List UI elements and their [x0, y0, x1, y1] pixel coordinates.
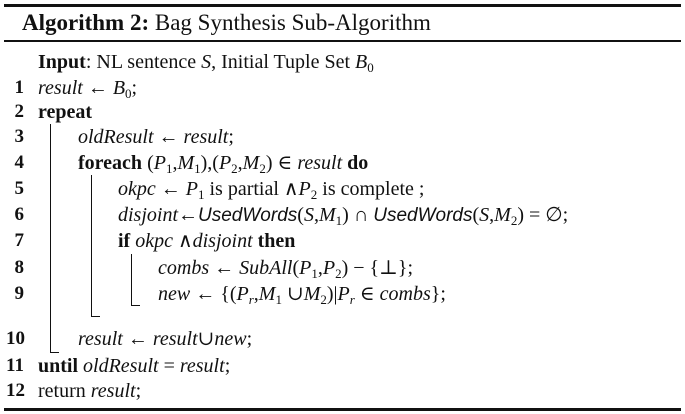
- l5-arrow: ←: [155, 178, 186, 200]
- l6-a2: (: [472, 204, 480, 226]
- l12-end: ;: [135, 380, 142, 402]
- code-line-8: [158, 256, 413, 280]
- l4-b: ),(: [200, 152, 219, 174]
- line-number: 12: [6, 380, 25, 401]
- l9-var: new: [158, 283, 191, 305]
- code-line-4: [78, 151, 368, 175]
- repeat-scope-line: [50, 124, 51, 352]
- l9-arrow: ← {(: [190, 283, 237, 305]
- l5-text1: is partial ∧: [204, 178, 299, 200]
- l6-m1: M: [318, 204, 336, 226]
- l9-pr2: P: [337, 283, 350, 305]
- code-line-9: [158, 282, 446, 306]
- input-keyword: Input: [38, 51, 86, 73]
- l6-arrow: ←: [178, 204, 199, 226]
- l12-var: result: [85, 380, 136, 402]
- l5-text2: is complete ;: [317, 178, 425, 200]
- l9-m2-sub: 2: [320, 292, 327, 307]
- l11-result: result: [179, 355, 225, 377]
- l3-var: oldResult: [78, 126, 154, 148]
- code-line-7: [118, 229, 295, 253]
- l8-fn: SubAll: [239, 257, 293, 279]
- algorithm-label: Algorithm 2:: [22, 10, 150, 35]
- caption-rule: [4, 40, 681, 42]
- l11-until: until: [38, 355, 79, 377]
- l3-arrow: ←: [153, 126, 184, 148]
- code-line-12: [38, 379, 141, 403]
- l7-if: if: [118, 230, 131, 252]
- input-line: [38, 50, 374, 74]
- l4-a: (: [142, 152, 154, 174]
- code-line-5: [118, 177, 424, 201]
- l4-m2-sub: 2: [259, 161, 266, 176]
- l8-b: ) − {⊥};: [341, 257, 414, 279]
- l1-var: result: [38, 77, 83, 99]
- l1-b: B: [112, 77, 126, 99]
- code-line-2: repeat: [38, 101, 93, 123]
- top-rule: [4, 4, 681, 7]
- l4-keyword: foreach: [78, 152, 143, 174]
- l8-p2-sub: 2: [335, 266, 342, 281]
- code-line-11: [38, 354, 230, 378]
- repeat-scope-tick: [50, 352, 59, 353]
- l5-p2: P: [298, 178, 311, 200]
- l4-result: result: [297, 152, 343, 174]
- algorithm-caption: [22, 8, 431, 38]
- l9-pr-sub: r: [248, 292, 254, 307]
- l5-p1-sub: 1: [197, 187, 205, 202]
- l10-arrow: ←: [122, 328, 153, 350]
- l1-sub: 0: [125, 86, 132, 101]
- if-scope-tick: [131, 305, 140, 306]
- line-number: 6: [14, 204, 24, 225]
- l6-b2: ) = ∅;: [517, 204, 569, 226]
- l12-return: return: [38, 380, 86, 402]
- l6-c2: ,: [489, 204, 495, 226]
- l6-fn2: UsedWords: [373, 205, 473, 226]
- line-number: 7: [14, 230, 24, 251]
- l4-m2: M: [242, 152, 260, 174]
- l5-var: okpc: [118, 178, 156, 200]
- l4-do: do: [342, 152, 369, 174]
- l7-okpc: okpc: [130, 230, 173, 252]
- l1-arrow: ←: [82, 77, 113, 99]
- l7-then: then: [252, 230, 296, 252]
- code-line-1: [38, 76, 137, 100]
- line-number: 2: [14, 101, 24, 122]
- line-number: 9: [14, 283, 24, 304]
- line-number: 4: [14, 152, 24, 173]
- l4-m1: M: [177, 152, 195, 174]
- code-line-6: [118, 203, 568, 228]
- l6-m1-sub: 1: [335, 213, 343, 228]
- l1-end: ;: [131, 77, 138, 99]
- l6-fn1: UsedWords: [198, 205, 298, 226]
- l9-end: };: [430, 283, 446, 305]
- l6-m2: M: [494, 204, 511, 226]
- algorithm-title: Bag Synthesis Sub-Algorithm: [154, 10, 431, 35]
- line-number: 1: [14, 77, 24, 98]
- code-line-10: [78, 327, 252, 351]
- l4-comma1: ,: [172, 152, 178, 174]
- input-colon: :: [85, 51, 92, 73]
- input-sub-b: 0: [367, 60, 374, 75]
- l6-a1: (: [297, 204, 304, 226]
- l9-m1-sub: 1: [275, 292, 282, 307]
- code-line-3: [78, 125, 234, 149]
- foreach-scope-tick: [91, 316, 100, 317]
- l9-m1: M: [258, 283, 276, 305]
- l6-var: disjoint: [118, 204, 179, 226]
- l8-p1: P: [299, 257, 312, 279]
- l6-s1: S: [303, 204, 314, 226]
- l10-end: ;: [246, 328, 253, 350]
- l9-combs: combs: [379, 283, 431, 305]
- l6-m2-sub: 2: [510, 213, 518, 228]
- l4-p1: P: [153, 152, 166, 174]
- l11-eq: =: [158, 355, 180, 377]
- l9-bar: )|: [326, 283, 338, 305]
- l8-c: ,: [317, 257, 323, 279]
- l9-c: ,: [253, 283, 259, 305]
- input-var-s: S: [201, 51, 212, 73]
- line-number: 5: [14, 178, 24, 199]
- l9-cup: ∪: [281, 283, 304, 305]
- l8-p1-sub: 1: [311, 266, 318, 281]
- l5-p2-sub: 2: [310, 187, 318, 202]
- l8-p2: P: [322, 257, 336, 279]
- l7-and: ∧: [172, 230, 193, 252]
- l6-s2: S: [479, 204, 490, 226]
- l9-pr2-sub: r: [349, 292, 355, 307]
- l4-p1-sub: 1: [165, 161, 173, 176]
- l5-p1: P: [185, 178, 198, 200]
- l10-var: result: [78, 328, 123, 350]
- bottom-rule: [4, 408, 681, 411]
- if-scope-line: [131, 254, 132, 305]
- l8-arrow: ←: [209, 257, 240, 279]
- l4-c: ) ∈: [265, 152, 298, 174]
- l4-p2: P: [218, 152, 232, 174]
- line-number: 10: [6, 328, 25, 349]
- l8-a: (: [292, 257, 300, 279]
- l4-m1-sub: 1: [194, 161, 201, 176]
- l4-p2-sub: 2: [231, 161, 238, 176]
- l10-result: result: [152, 328, 198, 350]
- foreach-scope-line: [91, 175, 92, 316]
- l10-cup: ∪: [197, 328, 215, 350]
- l6-b1: ) ∩: [342, 204, 374, 226]
- input-text-mid: , Initial Tuple Set: [211, 51, 356, 73]
- l9-m2: M: [303, 283, 321, 305]
- l11-end: ;: [224, 355, 231, 377]
- line-number: 3: [14, 126, 24, 147]
- l7-disjoint: disjoint: [192, 230, 253, 252]
- l3-val: result: [183, 126, 229, 148]
- line-number: 11: [6, 355, 24, 376]
- input-var-b: B: [355, 51, 368, 73]
- input-text-pre: NL sentence: [91, 51, 202, 73]
- l9-pr: P: [236, 283, 249, 305]
- l11-var: oldResult: [78, 355, 159, 377]
- l8-var: combs: [158, 257, 210, 279]
- line-number: 8: [14, 257, 24, 278]
- l6-c1: ,: [313, 204, 319, 226]
- l9-in: ∈: [354, 283, 380, 305]
- l3-end: ;: [228, 126, 234, 148]
- l4-comma2: ,: [237, 152, 243, 174]
- l10-new: new: [214, 328, 247, 350]
